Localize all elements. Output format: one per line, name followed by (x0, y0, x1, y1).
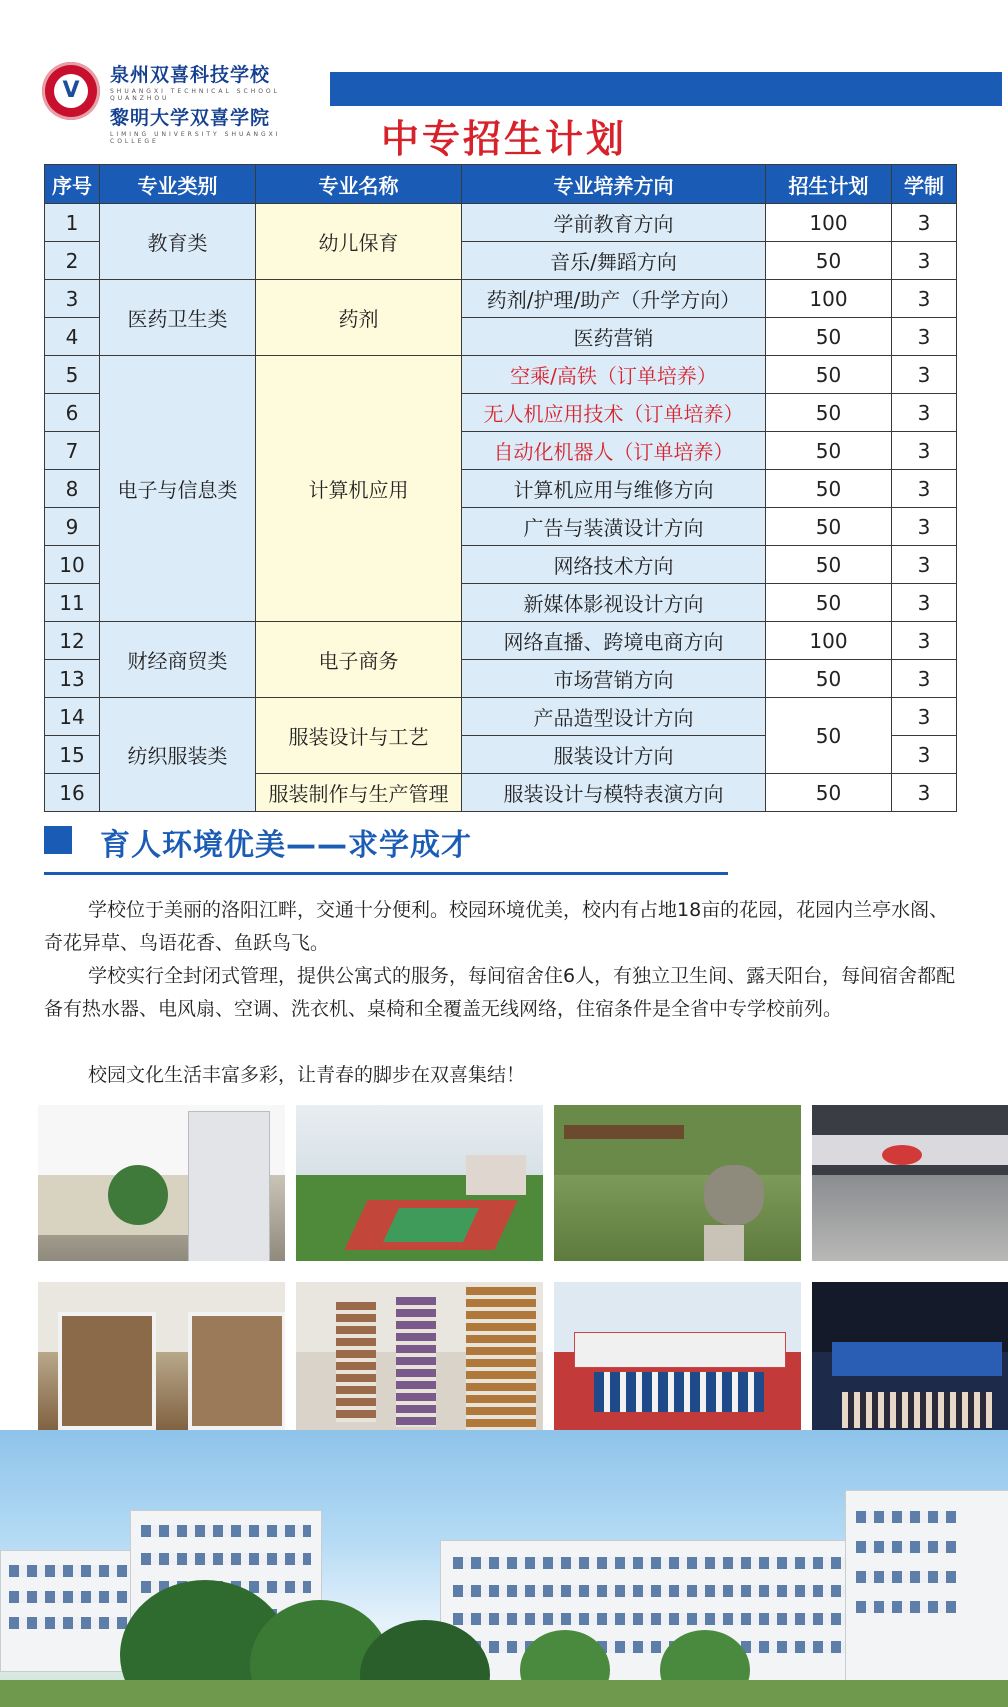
years-cell: 3 (892, 470, 957, 508)
campus-lawn (0, 1680, 1008, 1707)
years-cell: 3 (892, 546, 957, 584)
row-number: 8 (45, 470, 100, 508)
school-name-1: 泉州双喜科技学校 (110, 64, 271, 86)
plan-cell: 50 (766, 356, 892, 394)
plan-cell: 50 (766, 432, 892, 470)
school-sub-1: SHUANGXI TECHNICAL SCHOOL QUANZHOU (110, 88, 280, 102)
years-cell: 3 (892, 584, 957, 622)
plan-cell: 50 (766, 318, 892, 356)
header-cell: 招生计划 (766, 165, 892, 204)
photo-library (296, 1282, 543, 1438)
years-cell: 3 (892, 774, 957, 812)
row-number: 1 (45, 204, 100, 242)
row-number: 16 (45, 774, 100, 812)
plan-cell: 50 (766, 394, 892, 432)
plan-cell: 50 (766, 470, 892, 508)
header-cell: 专业培养方向 (462, 165, 766, 204)
category-cell: 纺织服装类 (100, 698, 256, 812)
direction-cell: 学前教育方向 (462, 204, 766, 242)
major-name-cell: 药剂 (256, 280, 462, 356)
header-cell: 专业类别 (100, 165, 256, 204)
years-cell: 3 (892, 318, 957, 356)
row-number: 15 (45, 736, 100, 774)
header-cell: 学制 (892, 165, 957, 204)
plan-cell: 100 (766, 280, 892, 318)
direction-cell: 医药营销 (462, 318, 766, 356)
photo-school-gate (38, 1105, 285, 1261)
direction-cell: 广告与装潢设计方向 (462, 508, 766, 546)
category-cell: 财经商贸类 (100, 622, 256, 698)
years-cell: 3 (892, 698, 957, 736)
direction-cell: 空乘/高铁（订单培养） (462, 356, 766, 394)
category-cell: 教育类 (100, 204, 256, 280)
campus-building (845, 1490, 1008, 1682)
row-number: 11 (45, 584, 100, 622)
direction-cell: 市场营销方向 (462, 660, 766, 698)
direction-cell: 无人机应用技术（订单培养） (462, 394, 766, 432)
row-number: 3 (45, 280, 100, 318)
direction-cell: 计算机应用与维修方向 (462, 470, 766, 508)
category-cell: 电子与信息类 (100, 356, 256, 622)
photo-cafeteria (812, 1105, 1008, 1261)
row-number: 4 (45, 318, 100, 356)
direction-cell: 服装设计与模特表演方向 (462, 774, 766, 812)
table-row (45, 622, 957, 660)
header-bar (330, 72, 1002, 106)
logo-mark: V (54, 74, 88, 108)
photo-dormitory (38, 1282, 285, 1438)
section-title: 育人环境优美——求学成才 (100, 828, 472, 863)
table-row (45, 698, 957, 736)
campus-panorama (0, 1430, 1008, 1707)
header-cell: 专业名称 (256, 165, 462, 204)
row-number: 9 (45, 508, 100, 546)
photo-garden (554, 1105, 801, 1261)
plan-cell: 50 (766, 242, 892, 280)
years-cell: 3 (892, 394, 957, 432)
years-cell: 3 (892, 622, 957, 660)
paragraph: 学校位于美丽的洛阳江畔，交通十分便利。校园环境优美，校内有占地18亩的花园，花园内兰亭水阁、奇花异草、鸟语花香、鱼跃鸟飞。 (44, 899, 949, 954)
table-row (45, 204, 957, 242)
row-number: 12 (45, 622, 100, 660)
years-cell: 3 (892, 242, 957, 280)
plan-cell: 50 (766, 698, 892, 774)
photo-sports-meet (554, 1282, 801, 1438)
years-cell: 3 (892, 508, 957, 546)
enrollment-table (44, 164, 957, 812)
row-number: 13 (45, 660, 100, 698)
years-cell: 3 (892, 356, 957, 394)
photo-sports-field (296, 1105, 543, 1261)
school-sub-2: LIMING UNIVERSITY SHUANGXI COLLEGE (110, 131, 281, 145)
plan-cell: 100 (766, 622, 892, 660)
direction-cell: 新媒体影视设计方向 (462, 584, 766, 622)
major-name-cell: 服装设计与工艺 (256, 698, 462, 774)
row-number: 10 (45, 546, 100, 584)
major-name-cell: 服装制作与生产管理 (256, 774, 462, 812)
direction-cell: 网络技术方向 (462, 546, 766, 584)
row-number: 5 (45, 356, 100, 394)
years-cell: 3 (892, 432, 957, 470)
table-row (45, 280, 957, 318)
plan-cell: 50 (766, 508, 892, 546)
campus-building (440, 1540, 862, 1682)
direction-cell: 音乐/舞蹈方向 (462, 242, 766, 280)
direction-cell: 产品造型设计方向 (462, 698, 766, 736)
years-cell: 3 (892, 280, 957, 318)
row-number: 6 (45, 394, 100, 432)
plan-cell: 50 (766, 774, 892, 812)
row-number: 7 (45, 432, 100, 470)
paragraph: 校园文化生活丰富多彩，让青春的脚步在双喜集结！ (88, 1064, 526, 1086)
major-name-cell: 幼儿保育 (256, 204, 462, 280)
direction-cell: 自动化机器人（订单培养） (462, 432, 766, 470)
years-cell: 3 (892, 204, 957, 242)
header-cell: 序号 (45, 165, 100, 204)
photo-stage-event (812, 1282, 1008, 1438)
table-header-row (45, 165, 957, 204)
section-divider (44, 872, 728, 875)
school-name-2: 黎明大学双喜学院 (110, 107, 271, 129)
plan-cell: 100 (766, 204, 892, 242)
years-cell: 3 (892, 660, 957, 698)
plan-cell: 50 (766, 546, 892, 584)
plan-cell: 50 (766, 660, 892, 698)
years-cell: 3 (892, 736, 957, 774)
direction-cell: 药剂/护理/助产（升学方向） (462, 280, 766, 318)
row-number: 14 (45, 698, 100, 736)
section-marker (44, 826, 72, 854)
direction-cell: 服装设计方向 (462, 736, 766, 774)
plan-cell: 50 (766, 584, 892, 622)
category-cell: 医药卫生类 (100, 280, 256, 356)
table-row (45, 356, 957, 394)
major-name-cell: 计算机应用 (256, 356, 462, 622)
paragraph: 学校实行全封闭式管理，提供公寓式的服务，每间宿舍住6人，有独立卫生间、露天阳台，每间宿舍都配备有热水器、电风扇、空调、洗衣机、桌椅和全覆盖无线网络，住宿条件是全省中专学校前列。 (44, 965, 956, 1020)
page-title: 中专招生计划 (380, 117, 627, 161)
major-name-cell: 电子商务 (256, 622, 462, 698)
row-number: 2 (45, 242, 100, 280)
direction-cell: 网络直播、跨境电商方向 (462, 622, 766, 660)
